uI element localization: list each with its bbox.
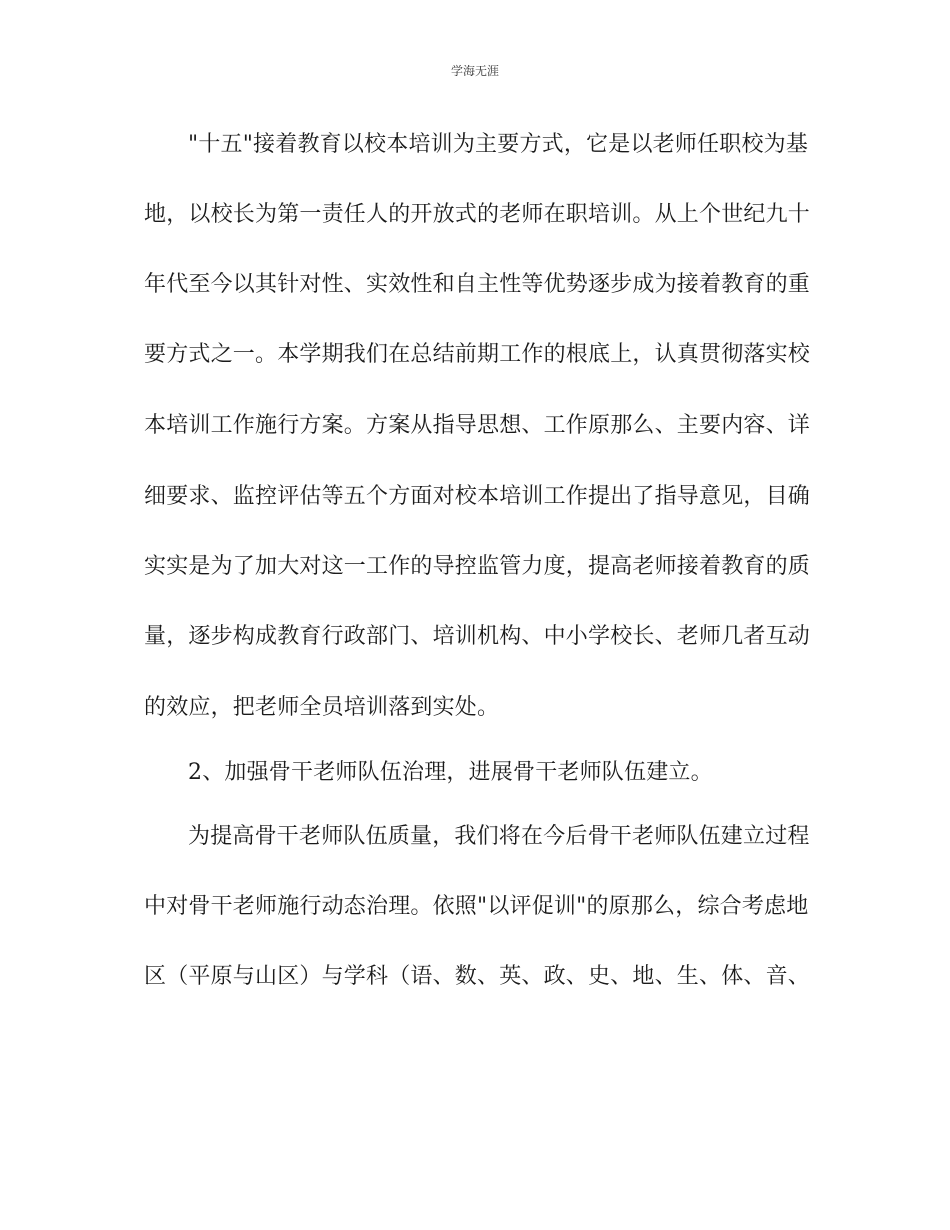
paragraph-line: 年代至今以其针对性、实效性和自主性等优势逐步成为接着教育的重 <box>144 272 811 297</box>
paragraph-line: 中对骨干老师施行动态治理。依照"以评促训"的原那么，综合考虑地 <box>144 894 809 919</box>
paragraph-line: 量，逐步构成教育行政部门、培训机构、中小学校长、老师几者互动 <box>144 624 811 649</box>
paragraph-line: 细要求、监控评估等五个方面对校本培训工作提出了指导意见，目确 <box>144 484 811 509</box>
paragraph-line: 地，以校长为第一责任人的开放式的老师在职培训。从上个世纪九十 <box>144 202 811 227</box>
paragraph-line: 要方式之一。本学期我们在总结前期工作的根底上，认真贯彻落实校 <box>144 342 811 367</box>
paragraph-line: 为提高骨干老师队伍质量，我们将在今后骨干老师队伍建立过程 <box>188 824 810 849</box>
paragraph-line: "十五"接着教育以校本培训为主要方式，它是以老师任职校为基 <box>188 132 809 157</box>
paragraph-line: 本培训工作施行方案。方案从指导思想、工作原那么、主要内容、详 <box>144 413 811 438</box>
page-header-title: 学海无涯 <box>450 64 499 78</box>
paragraph-line: 的效应，把老师全员培训落到实处。 <box>144 695 500 720</box>
section-heading: 2、加强骨干老师队伍治理，进展骨干老师队伍建立。 <box>188 760 713 785</box>
paragraph-line: 区（平原与山区）与学科（语、数、英、政、史、地、生、体、音、 <box>144 964 811 989</box>
paragraph-line: 实实是为了加大对这一工作的导控监管力度，提高老师接着教育的质 <box>144 554 811 579</box>
